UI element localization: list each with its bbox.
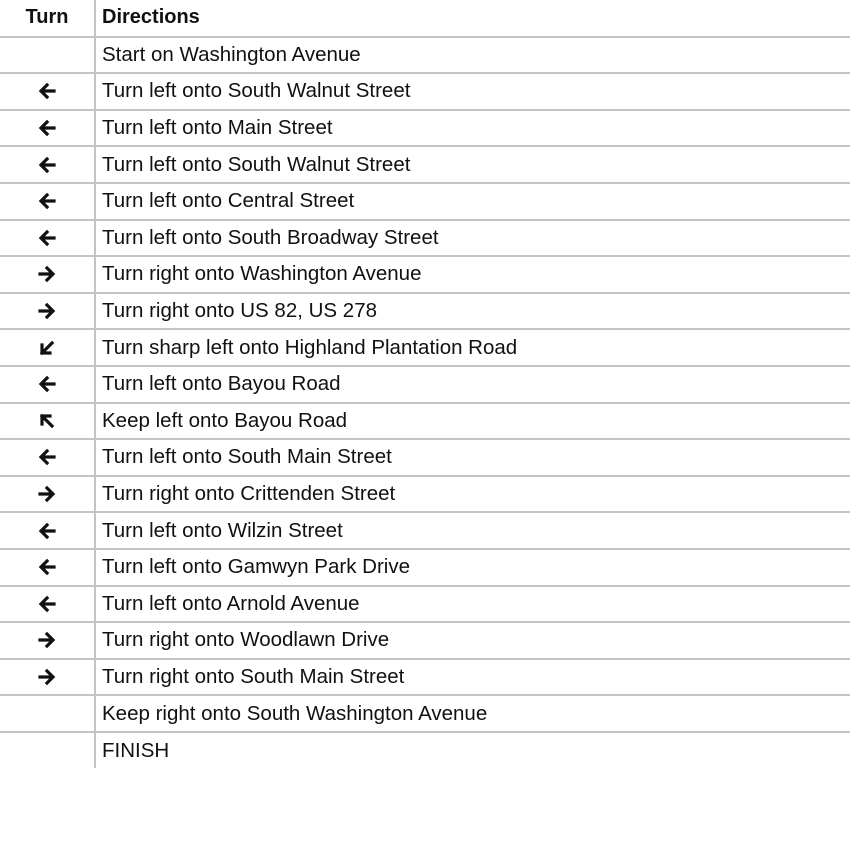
table-row: [0, 110, 850, 147]
arrow-left-icon: [37, 155, 57, 175]
arrow-left-icon: [37, 374, 57, 394]
arrow-right-icon: [37, 264, 57, 284]
turn-cell: [0, 110, 95, 147]
turn-cell: [0, 366, 95, 403]
arrow-right-icon: [37, 667, 57, 687]
arrow-left-icon: [37, 81, 57, 101]
arrow-left-icon: [37, 447, 57, 467]
arrow-down-left-icon: [37, 338, 57, 358]
arrow-left-icon: [37, 228, 57, 248]
table-row: [0, 586, 850, 623]
direction-text: Turn left onto South Main Street: [95, 439, 850, 476]
direction-text: Turn left onto Arnold Avenue: [95, 586, 850, 623]
table-row: [0, 366, 850, 403]
table-row: [0, 220, 850, 257]
turn-cell: [0, 329, 95, 366]
turn-cell: [0, 659, 95, 696]
arrow-right-icon: [37, 630, 57, 650]
turn-cell: [0, 695, 95, 732]
turn-cell: [0, 476, 95, 513]
turn-cell: [0, 549, 95, 586]
turn-cell: [0, 73, 95, 110]
turn-cell: [0, 586, 95, 623]
table-row: [0, 293, 850, 330]
turn-column-header: Turn: [0, 0, 95, 37]
direction-text: Turn left onto Gamwyn Park Drive: [95, 549, 850, 586]
direction-text: Turn left onto South Broadway Street: [95, 220, 850, 257]
turn-cell: [0, 732, 95, 769]
table-row: [0, 73, 850, 110]
direction-text: Turn right onto US 82, US 278: [95, 293, 850, 330]
arrow-up-left-icon: [37, 411, 57, 431]
arrow-left-icon: [37, 191, 57, 211]
direction-text: Turn right onto Crittenden Street: [95, 476, 850, 513]
table-row: [0, 403, 850, 440]
table-row: [0, 512, 850, 549]
table-row: [0, 256, 850, 293]
header-row: [0, 0, 850, 37]
direction-text: Turn left onto Main Street: [95, 110, 850, 147]
turn-cell: [0, 146, 95, 183]
directions-body: [0, 37, 850, 769]
table-row: [0, 622, 850, 659]
direction-text: Turn left onto Wilzin Street: [95, 512, 850, 549]
direction-text: Turn right onto Washington Avenue: [95, 256, 850, 293]
turn-cell: [0, 183, 95, 220]
direction-text: Turn left onto Central Street: [95, 183, 850, 220]
table-row: [0, 732, 850, 769]
direction-text: Turn sharp left onto Highland Plantation Road: [95, 329, 850, 366]
table-row: [0, 695, 850, 732]
direction-text: Turn right onto South Main Street: [95, 659, 850, 696]
table-row: [0, 549, 850, 586]
directions-column-header: Directions: [95, 0, 850, 37]
arrow-right-icon: [37, 301, 57, 321]
turn-cell: [0, 256, 95, 293]
turn-cell: [0, 439, 95, 476]
table-row: [0, 476, 850, 513]
arrow-right-icon: [37, 484, 57, 504]
table-row: [0, 37, 850, 74]
turn-cell: [0, 622, 95, 659]
direction-text: Keep left onto Bayou Road: [95, 403, 850, 440]
turn-cell: [0, 220, 95, 257]
arrow-left-icon: [37, 118, 57, 138]
direction-text: Turn right onto Woodlawn Drive: [95, 622, 850, 659]
table-row: [0, 659, 850, 696]
direction-text: Start on Washington Avenue: [95, 37, 850, 74]
turn-cell: [0, 512, 95, 549]
arrow-left-icon: [37, 594, 57, 614]
arrow-left-icon: [37, 521, 57, 541]
direction-text: Turn left onto South Walnut Street: [95, 73, 850, 110]
turn-cell: [0, 403, 95, 440]
direction-text: FINISH: [95, 732, 850, 769]
table-row: [0, 439, 850, 476]
turn-cell: [0, 37, 95, 74]
table-row: [0, 183, 850, 220]
turn-cell: [0, 293, 95, 330]
direction-text: Turn left onto Bayou Road: [95, 366, 850, 403]
arrow-left-icon: [37, 557, 57, 577]
table-row: [0, 329, 850, 366]
table-row: [0, 146, 850, 183]
direction-text: Turn left onto South Walnut Street: [95, 146, 850, 183]
direction-text: Keep right onto South Washington Avenue: [95, 695, 850, 732]
